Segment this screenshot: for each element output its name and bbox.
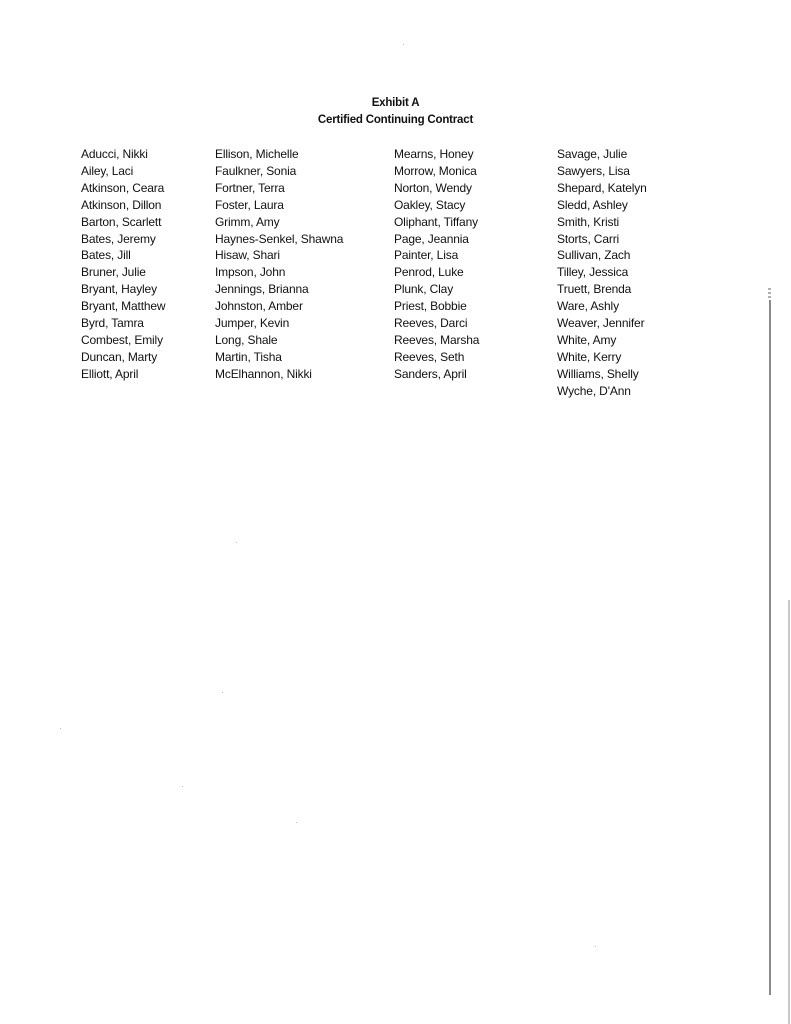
name-entry: Truett, Brenda <box>557 282 632 297</box>
name-entry: McElhannon, Nikki <box>215 366 312 381</box>
name-entry: Reeves, Marsha <box>394 332 480 347</box>
name-entry: Ellison, Michelle <box>215 147 299 161</box>
name-entry: Bates, Jeremy <box>81 231 156 246</box>
name-entry: Foster, Laura <box>215 197 284 212</box>
name-entry: Bruner, Julie <box>81 265 146 280</box>
name-entry: Atkinson, Dillon <box>81 197 162 212</box>
scan-speck <box>296 822 297 823</box>
scan-speck <box>182 786 183 787</box>
name-entry: Savage, Julie <box>557 147 628 161</box>
name-entry: Impson, John <box>215 265 286 280</box>
name-entry: Storts, Carri <box>557 231 620 246</box>
name-column-2 <box>215 146 343 383</box>
name-entry: Williams, Shelly <box>557 366 639 381</box>
name-entry: Bryant, Matthew <box>81 299 166 314</box>
scan-artifact-right-edge <box>788 600 790 1024</box>
scan-speck <box>403 44 404 45</box>
name-entry: Smith, Kristi <box>557 214 620 229</box>
name-entry: White, Amy <box>557 332 617 347</box>
name-entry: Shepard, Katelyn <box>557 180 647 195</box>
name-entry: White, Kerry <box>557 349 622 364</box>
name-column-1 <box>81 146 165 383</box>
name-entry: Ware, Ashly <box>557 299 619 314</box>
scan-speck <box>236 542 237 543</box>
name-entry: Reeves, Darci <box>394 316 468 331</box>
document-subtitle: Certified Continuing Contract <box>317 114 474 126</box>
name-entry: Reeves, Seth <box>394 349 465 364</box>
name-entry: Morrow, Monica <box>394 163 477 178</box>
name-entry: Sawyers, Lisa <box>557 163 630 178</box>
name-entry: Plunk, Clay <box>394 282 454 297</box>
name-entry: Sanders, April <box>394 366 467 381</box>
name-entry: Painter, Lisa <box>394 248 459 263</box>
name-entry: Weaver, Jennifer <box>557 316 645 331</box>
name-entry: Combest, Emily <box>81 332 163 347</box>
name-entry: Fortner, Terra <box>215 180 285 195</box>
name-entry: Priest, Bobbie <box>394 299 467 314</box>
name-entry: Wyche, D'Ann <box>557 383 631 398</box>
name-entry: Barton, Scarlett <box>81 214 162 229</box>
scan-artifact-dots <box>768 288 771 300</box>
name-entry: Oakley, Stacy <box>394 197 466 212</box>
title-block <box>0 95 791 129</box>
document-title: Exhibit A <box>371 97 420 109</box>
name-entry: Faulkner, Sonia <box>215 163 297 178</box>
name-entry: Oliphant, Tiffany <box>394 214 478 229</box>
scan-artifact-edge-line <box>769 300 771 995</box>
name-entry: Jumper, Kevin <box>215 316 290 331</box>
name-entry: Martin, Tisha <box>215 349 282 364</box>
name-entry: Sullivan, Zach <box>557 248 631 263</box>
name-entry: Bryant, Hayley <box>81 282 157 297</box>
name-entry: Elliott, April <box>81 366 139 381</box>
name-column-4 <box>557 146 647 400</box>
name-entry: Sledd, Ashley <box>557 197 628 212</box>
name-entry: Bates, Jill <box>81 248 131 263</box>
name-entry: Duncan, Marty <box>81 349 158 364</box>
scan-speck <box>595 946 596 947</box>
scan-speck <box>60 728 61 729</box>
name-entry: Johnston, Amber <box>215 299 303 314</box>
name-entry: Tilley, Jessica <box>557 265 629 280</box>
name-entry: Long, Shale <box>215 332 278 347</box>
scan-speck <box>222 692 223 693</box>
name-entry: Norton, Wendy <box>394 180 472 195</box>
name-entry: Page, Jeannia <box>394 231 469 246</box>
name-entry: Byrd, Tamra <box>81 316 144 331</box>
name-entry: Ailey, Laci <box>81 163 134 178</box>
name-entry: Aducci, Nikki <box>81 147 148 161</box>
name-entry: Mearns, Honey <box>394 147 474 161</box>
name-entry: Hisaw, Shari <box>215 248 280 263</box>
name-column-3 <box>394 146 479 383</box>
name-entry: Atkinson, Ceara <box>81 180 165 195</box>
name-entry: Jennings, Brianna <box>215 282 309 297</box>
name-entry: Grimm, Amy <box>215 214 280 229</box>
name-entry: Haynes-Senkel, Shawna <box>215 231 344 246</box>
name-entry: Penrod, Luke <box>394 265 464 280</box>
